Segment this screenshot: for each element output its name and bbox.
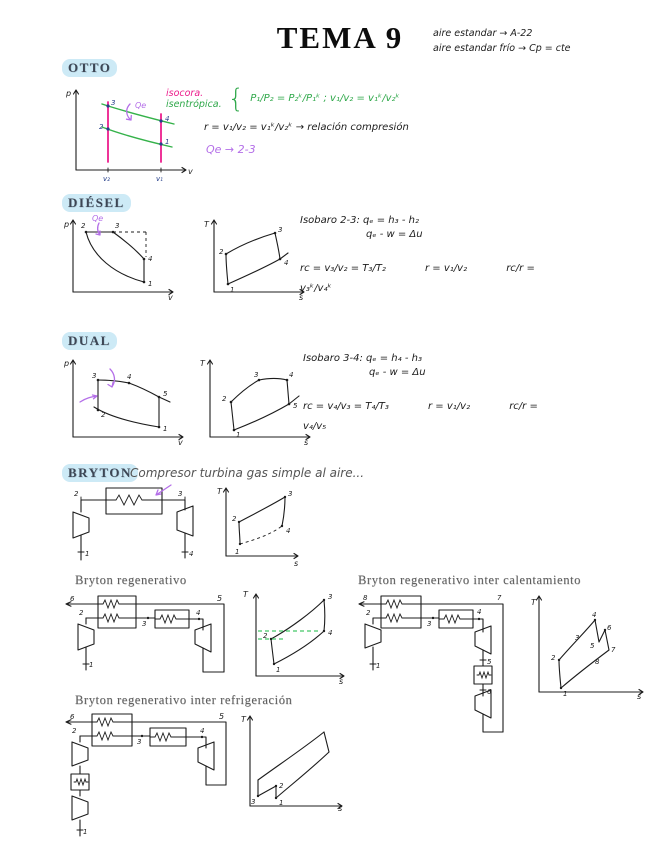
isocora-label: isocora.	[166, 88, 204, 99]
compressor-pipes	[78, 500, 84, 560]
state-dot	[159, 142, 162, 145]
state-point: 1	[89, 661, 94, 669]
state-point: 8	[363, 594, 368, 602]
state-dot	[558, 659, 560, 661]
compression-curve	[86, 232, 144, 282]
state-dot	[97, 379, 100, 382]
y-axis	[208, 360, 213, 437]
page-title: TEMA 9	[276, 20, 404, 55]
intercool-zigzag	[258, 780, 276, 798]
state-dot	[281, 525, 283, 527]
state-point: 3	[178, 490, 183, 498]
state-point: 1	[276, 666, 281, 674]
state-dot	[227, 283, 230, 286]
diesel-pv-diagram	[58, 212, 183, 307]
process-line	[231, 402, 234, 430]
state-dot	[239, 543, 241, 545]
x-axis	[73, 290, 173, 295]
y-axis-label: T	[241, 715, 246, 724]
regenerator-coil-bottom	[98, 614, 136, 622]
regenerator-box	[92, 714, 132, 746]
x-axis	[73, 435, 183, 440]
note-line: aire estandar frío → Cp = cte	[433, 43, 571, 54]
state-point: 6	[607, 624, 612, 632]
state-point: 3	[288, 490, 293, 498]
bryton-ts-diagram	[210, 482, 305, 572]
state-point: 3	[111, 99, 116, 107]
regen-heading: Bryton regenerativo	[75, 573, 187, 587]
state-dot	[230, 401, 233, 404]
process-line	[239, 522, 240, 544]
x-axis-label: v	[168, 293, 173, 302]
annotation-arrow	[108, 369, 114, 387]
heater-coil	[106, 495, 162, 505]
bryton-schematic	[58, 482, 208, 567]
state-point: 1	[376, 662, 381, 670]
state-point: 2	[101, 411, 106, 419]
state-dot	[273, 663, 275, 665]
state-dot	[201, 736, 203, 738]
state-dot	[275, 797, 277, 799]
x-axis-label: v	[178, 438, 183, 447]
state-dot	[97, 409, 100, 412]
state-dot	[143, 281, 146, 284]
state-point: 4	[284, 259, 289, 267]
process-line	[226, 254, 228, 284]
process-curve	[276, 752, 329, 798]
state-dot	[158, 396, 161, 399]
annotation-arrow	[80, 395, 97, 402]
y-axis	[254, 594, 259, 676]
y-axis-label: T	[200, 359, 205, 368]
tick-label: v₁	[156, 175, 163, 183]
process-curve-dashed	[240, 526, 282, 544]
process-curve	[258, 732, 324, 780]
state-point: 3	[254, 371, 259, 379]
state-point: 4	[477, 608, 482, 616]
state-dot	[258, 379, 261, 382]
section-header-otto: OTTO	[62, 59, 117, 77]
compressor-symbol	[78, 624, 94, 650]
state-point: 5	[293, 402, 298, 410]
energy-balance-formula: qₑ - w = Δu	[366, 229, 423, 240]
x-axis-label: s	[294, 559, 299, 568]
diesel-ts-diagram	[196, 212, 311, 307]
regen-cal-ts-diagram	[523, 588, 653, 703]
process-line	[324, 732, 329, 752]
process-curve	[271, 600, 324, 639]
regenerator-coil-top	[381, 600, 421, 608]
state-point: 7	[611, 646, 616, 654]
state-point: 3	[278, 226, 283, 234]
state-dot	[560, 687, 562, 689]
state-point: 2	[81, 222, 86, 230]
heat-exchanger-box	[106, 488, 162, 514]
dual-pv-diagram	[58, 352, 193, 452]
state-point: 6	[70, 595, 75, 603]
state-dot	[288, 403, 291, 406]
isobar-curve	[259, 379, 287, 381]
x-axis	[210, 435, 310, 440]
y-axis-label: T	[531, 598, 536, 607]
state-point: 2	[232, 515, 237, 523]
state-dot	[112, 231, 115, 234]
state-point: 2	[279, 782, 284, 790]
y-axis	[71, 220, 76, 292]
state-dot	[159, 119, 162, 122]
state-point: 5	[487, 658, 492, 666]
heat-arrow	[96, 223, 100, 235]
state-dot	[141, 735, 143, 737]
y-axis	[224, 488, 229, 556]
state-point: 4	[165, 115, 170, 123]
compression-ratio-formula: r = v₁/v₂	[425, 263, 468, 274]
state-dot	[286, 379, 289, 382]
section-header-dual: DUAL	[62, 332, 117, 350]
state-point: 1	[235, 548, 240, 556]
state-point: 1	[165, 138, 170, 146]
process-curve	[226, 233, 275, 254]
regen-ref-ts-diagram	[236, 710, 351, 815]
tick-label: v₂	[103, 175, 110, 183]
process-curve	[561, 650, 609, 688]
state-dot	[275, 785, 277, 787]
combustor-coil	[155, 615, 189, 623]
state-point: 4	[286, 527, 291, 535]
state-point: 1	[279, 799, 284, 807]
state-dot	[225, 253, 228, 256]
state-point: 2	[72, 727, 77, 735]
energy-balance-formula: qₑ - w = Δu	[369, 367, 426, 378]
state-point: 2	[222, 395, 227, 403]
state-point: 3	[137, 738, 142, 746]
brace-glyph: {	[227, 84, 245, 114]
y-axis	[74, 90, 79, 170]
state-point: 4	[189, 550, 194, 558]
x-axis	[250, 804, 342, 809]
y-axis-label: T	[204, 220, 209, 229]
x-axis	[76, 168, 186, 173]
state-point: 3	[142, 620, 147, 628]
note-line: aire estandar → A-22	[433, 28, 533, 39]
regenerator-coil-top	[98, 600, 136, 608]
state-dot	[158, 426, 161, 429]
state-point: 3	[427, 620, 432, 628]
state-point: 1	[163, 425, 168, 433]
combustor-coil	[150, 733, 186, 741]
state-point: 2	[263, 632, 268, 640]
regen-ts-diagram	[236, 584, 351, 689]
process-curve	[231, 380, 259, 402]
state-point: 4	[200, 727, 205, 735]
state-point: 7	[497, 594, 502, 602]
process-curve	[228, 253, 288, 284]
state-point: 4	[148, 255, 153, 263]
isobar-heat-formula: Isobaro 2-3: qₑ = h₃ - h₂	[300, 215, 419, 226]
state-dot	[604, 629, 606, 631]
state-dot	[147, 617, 149, 619]
state-point: 5	[217, 594, 223, 603]
state-dot	[478, 618, 480, 620]
regenerator-box	[381, 596, 421, 628]
state-dot	[270, 638, 272, 640]
x-axis-label: s	[299, 293, 304, 302]
state-point: 1	[230, 286, 235, 294]
process-line	[275, 233, 280, 259]
x-axis-label: s	[304, 438, 309, 447]
exhaust-arrow	[359, 602, 381, 606]
annotation-arrow	[156, 485, 171, 495]
state-dot	[128, 382, 131, 385]
state-dot	[323, 630, 325, 632]
state-point: 5	[590, 642, 595, 650]
state-point: 4	[289, 371, 294, 379]
state-point: 3	[251, 798, 256, 806]
state-dot	[143, 258, 146, 261]
state-point: 4	[592, 611, 597, 619]
state-point: 1	[85, 550, 90, 558]
cutoff-ratio-formula: rc = v₄/v₃ = T₄/T₃	[303, 401, 389, 412]
regenerator-coil-bottom	[381, 614, 421, 622]
turbine-pipes	[182, 533, 188, 558]
intercooler-coil	[74, 779, 88, 785]
isobar-heat-formula: Isobaro 3-4: qₑ = h₄ - h₃	[303, 353, 422, 364]
pipe	[162, 500, 185, 510]
process-curve	[274, 631, 324, 664]
isentropica-label: isentrópica.	[166, 99, 222, 110]
cutoff-ratio-formula: rc = v₃/v₂ = T₃/T₂	[300, 263, 386, 274]
regen-ref-schematic	[58, 710, 238, 845]
y-axis	[71, 360, 76, 437]
state-point: 4	[127, 373, 132, 381]
y-axis-label: T	[217, 487, 222, 496]
state-dot	[279, 258, 282, 261]
dual-ts-diagram	[192, 352, 317, 452]
compressor-symbol-2	[72, 796, 88, 820]
y-axis-label: p	[64, 220, 70, 229]
turbine-exit-pipe	[203, 648, 224, 672]
process-line	[324, 600, 325, 631]
process-line	[287, 380, 289, 404]
y-axis-label: T	[243, 590, 248, 599]
process-line	[271, 639, 274, 664]
x-axis	[256, 674, 344, 679]
state-dot	[85, 231, 88, 234]
regen-schematic	[58, 592, 238, 687]
heat-addition-note: Qe → 2-3	[206, 143, 256, 156]
heat-label: Qe	[92, 214, 104, 223]
y-axis	[212, 220, 217, 292]
state-point: 2	[79, 609, 84, 617]
state-point: 3	[575, 634, 580, 642]
state-point: 3	[92, 372, 97, 380]
state-point: 6	[487, 688, 492, 696]
state-point: 1	[83, 828, 88, 836]
x-axis-label: s	[339, 677, 344, 686]
isentropic-relations: P₁/P₂ = P₂ᵏ/P₁ᵏ ; v₁/v₂ = v₁ᵏ/v₂ᵏ	[250, 93, 400, 104]
return-duct	[132, 722, 226, 785]
state-point: 6	[70, 713, 75, 721]
y-axis	[537, 596, 542, 692]
state-dot	[432, 617, 434, 619]
expansion-curve	[113, 232, 144, 259]
state-dot	[233, 429, 236, 432]
compressor-symbol	[73, 512, 89, 538]
y-axis	[248, 716, 256, 806]
state-dot	[257, 795, 259, 797]
state-point: 3	[115, 222, 120, 230]
state-point: 2	[219, 248, 224, 256]
process-line	[559, 660, 561, 688]
state-point: 5	[219, 712, 225, 721]
state-dot	[106, 127, 109, 130]
regenerator-coil-top	[92, 718, 132, 726]
heat-label: Qe	[135, 101, 147, 110]
state-dot	[594, 619, 596, 621]
state-point: 4	[196, 609, 201, 617]
x-axis-label: v	[188, 167, 193, 176]
combustor-coil	[439, 615, 473, 623]
regen-cal-schematic	[353, 592, 513, 782]
pipe	[480, 650, 486, 666]
turbine-exit-pipe	[206, 766, 226, 785]
state-dot	[238, 521, 240, 523]
regen-ref-heading: Bryton regenerativo inter refrigeración	[75, 693, 293, 707]
reheater-coil	[477, 672, 491, 678]
state-point: 1	[236, 431, 241, 439]
x-axis-label: s	[338, 804, 343, 813]
state-point: 3	[328, 593, 333, 601]
regenerator-coil-bottom	[92, 732, 132, 740]
diesel-formulas	[300, 214, 550, 296]
process-curve	[239, 497, 285, 522]
x-axis	[214, 290, 304, 295]
section-header-bryton: BRYTON	[62, 464, 138, 482]
y-axis-label: p	[66, 89, 72, 98]
state-dot	[274, 232, 277, 235]
x-axis	[539, 690, 643, 695]
state-point: 1	[148, 280, 153, 288]
bryton-subtitle: Compresor turbina gas simple al aire...	[130, 466, 365, 480]
y-axis-label: p	[64, 359, 70, 368]
compression-ratio-formula: r = v₁/v₂ = v₁ᵏ/v₂ᵏ → relación compresión	[204, 122, 409, 133]
state-point: 4	[328, 629, 333, 637]
state-dot	[323, 599, 325, 601]
section-header-diesel: DIÉSEL	[62, 194, 131, 212]
state-point: 2	[366, 609, 371, 617]
ratio-relation-formula: rc/r = v₃ᵏ/v₄ᵏ	[300, 263, 535, 294]
state-dot	[106, 104, 109, 107]
compressor-symbol	[365, 624, 381, 648]
process-line	[282, 497, 285, 526]
otto-formulas	[166, 84, 416, 157]
state-point: 1	[563, 690, 568, 698]
top-notes	[433, 26, 571, 56]
compressor-symbol-1	[72, 742, 88, 766]
regen-cal-heading: Bryton regenerativo inter calentamiento	[358, 573, 581, 587]
x-axis-label: s	[637, 692, 642, 701]
state-point: 2	[74, 490, 79, 498]
compression-ratio-formula: r = v₁/v₂	[428, 401, 471, 412]
state-point: 2	[551, 654, 556, 662]
ratio-relation-formula: rc/r = v₄/v₅	[303, 401, 538, 432]
state-point: 5	[163, 390, 168, 398]
dual-formulas	[303, 352, 553, 434]
state-point: 8	[595, 658, 600, 666]
state-dot	[284, 496, 286, 498]
state-point: 2	[99, 123, 104, 131]
turbine-exit-pipe	[483, 714, 503, 732]
state-dot	[198, 618, 200, 620]
